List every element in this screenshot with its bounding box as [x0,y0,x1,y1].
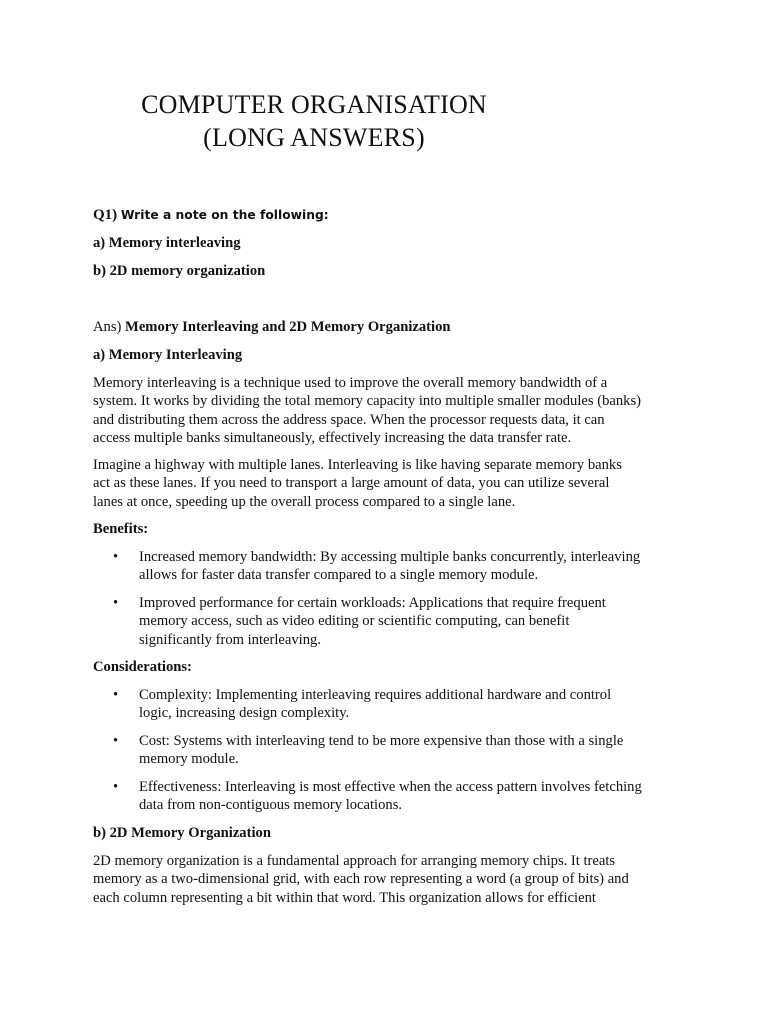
considerations-list [93,686,683,723]
list-item-line: memory module. [139,751,239,768]
bullet-icon: • [113,779,119,795]
list-item-line: significantly from interleaving. [139,631,321,648]
bullet-icon: • [113,687,119,703]
question-block [93,206,683,224]
paragraph-line: Imagine a highway with multiple lanes. Interleaving is like having separate memory banks [93,457,622,473]
list-item-line: Cost: Systems with interleaving tend to be more expensive than those with a single [139,733,624,749]
list-item [93,732,683,769]
list-item-line: Complexity: Implementing interleaving requires additional hardware and control [139,687,612,703]
paragraph-line: each column representing a bit within that word. This organization allows for efficient [93,889,596,906]
section-a-paragraph-1 [93,374,683,447]
considerations-list [93,778,683,815]
paragraph-line: and distributing them across the address space. When the processor requests data, it can [93,411,605,428]
bullet-icon: • [113,733,119,749]
answer-prefix: Ans) [93,319,122,335]
section-b-paragraph-1 [93,852,683,907]
benefits-list [93,594,683,649]
paragraph-line: memory as a two-dimensional grid, with each row representing a word (a group of bits) and [93,871,629,888]
list-item-line: allows for faster data transfer compared to a single memory module. [139,567,539,584]
list-item-line: Improved performance for certain workloads: Applications that require frequent [139,595,606,611]
question-item: b) 2D memory organization [93,263,266,279]
section-b-heading: b) 2D Memory Organization [93,825,271,841]
paragraph-line: 2D memory organization is a fundamental approach for arranging memory chips. It treats [93,853,616,869]
paragraph-line: system. It works by dividing the total memory capacity into multiple smaller modules (banks) [93,393,641,410]
paragraph-line: lanes at once, speeding up the overall process compared to a single lane. [93,493,516,510]
benefits-list [93,548,683,585]
benefits-heading: Benefits: [93,521,149,537]
section-a-paragraph-2 [93,456,683,511]
question-line [93,206,683,224]
document-title [0,88,628,154]
list-item [93,686,683,723]
question-label: Q1) [93,207,118,223]
question-item: a) Memory interleaving [93,235,241,251]
bullet-icon: • [113,549,119,565]
question-text: Write a note on the following: [120,208,329,222]
list-item-line: data from non-contiguous memory locations. [139,797,403,814]
title-line-1: COMPUTER ORGANISATION [141,90,487,119]
paragraph-line: act as these lanes. If you need to transport a large amount of data, you can utilize several [93,475,610,492]
considerations-heading: Considerations: [93,659,192,675]
answer-title: Memory Interleaving and 2D Memory Organization [125,319,451,335]
paragraph-line: access multiple banks simultaneously, effectively increasing the data transfer rate. [93,429,572,446]
list-item [93,594,683,649]
list-item-line: logic, increasing design complexity. [139,705,350,722]
list-item-line: Increased memory bandwidth: By accessing multiple banks concurrently, interleaving [139,549,641,565]
answer-heading [93,318,683,336]
section-a-heading: a) Memory Interleaving [93,347,243,363]
considerations-list [93,732,683,769]
list-item-line: Effectiveness: Interleaving is most effective when the access pattern involves fetching [139,779,642,795]
bullet-icon: • [113,595,119,611]
paragraph-line: Memory interleaving is a technique used to improve the overall memory bandwidth of a [93,375,608,391]
list-item [93,778,683,815]
list-item [93,548,683,585]
list-item-line: memory access, such as video editing or scientific computing, can benefit [139,613,570,630]
title-line-2: (LONG ANSWERS) [203,123,425,152]
